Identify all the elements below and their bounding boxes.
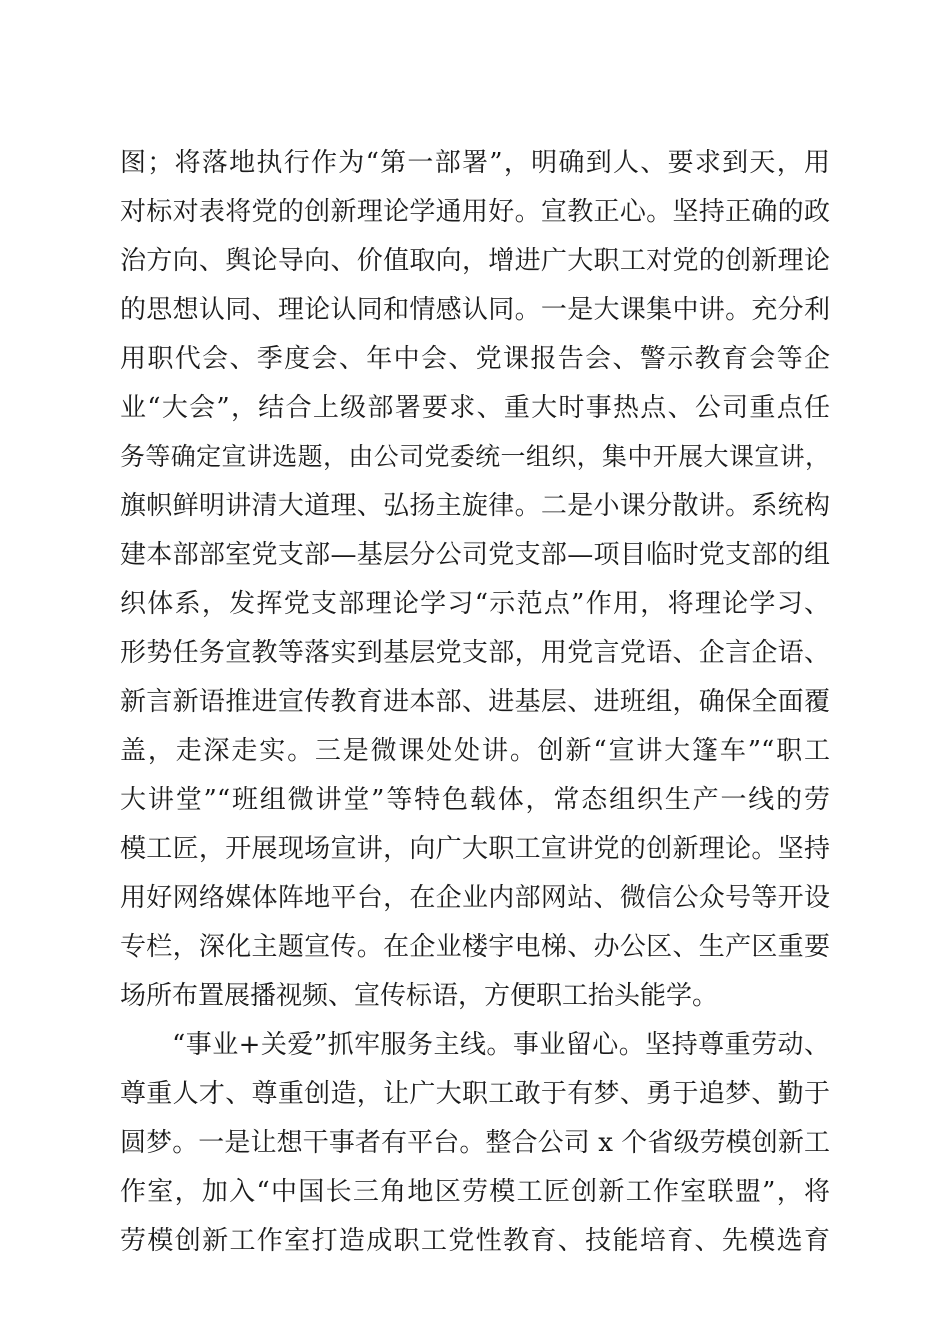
text-line: 专栏，深化主题宣传。在企业楼宇电梯、办公区、生产区重要 <box>120 932 830 962</box>
text-line: 场所布置展播视频、宣传标语，方便职工抬头能学。 <box>120 981 719 1011</box>
text-line: 旗帜鲜明讲清大道理、弘扬主旋律。二是小课分散讲。系统构 <box>120 491 830 521</box>
text-line: 盖，走深走实。三是微课处处讲。创新“宣讲大篷车”“职工 <box>120 736 830 766</box>
text-line: 织体系，发挥党支部理论学习“示范点”作用，将理论学习、 <box>120 589 830 619</box>
paragraph-first-line: “事业+关爱”抓牢服务主线。事业留心。坚持尊重劳动、 <box>172 1030 830 1060</box>
text-line: 图；将落地执行作为“第一部署”，明确到人、要求到天，用 <box>120 148 830 178</box>
text-line: 尊重人才、尊重创造，让广大职工敢于有梦、勇于追梦、勤于 <box>120 1079 830 1109</box>
text-line: 形势任务宣教等落实到基层党支部，用党言党语、企言企语、 <box>120 638 830 668</box>
text-line: 作室，加入“中国长三角地区劳模工匠创新工作室联盟”，将 <box>120 1177 830 1207</box>
text-line: 的思想认同、理论认同和情感认同。一是大课集中讲。充分利 <box>120 295 830 325</box>
text-line: 劳模创新工作室打造成职工党性教育、技能培育、先模选育 <box>120 1226 830 1256</box>
text-line: 建本部部室党支部—基层分公司党支部—项目临时党支部的组 <box>120 540 830 570</box>
text-line: 务等确定宣讲选题，由公司党委统一组织，集中开展大课宣讲， <box>120 442 830 471</box>
text-line: 圆梦。一是让想干事者有平台。整合公司 x 个省级劳模创新工 <box>120 1128 830 1158</box>
text-line: 大讲堂”“班组微讲堂”等特色载体，常态组织生产一线的劳 <box>120 785 830 815</box>
text-line: 用好网络媒体阵地平台，在企业内部网站、微信公众号等开设 <box>120 883 830 913</box>
text-line: 模工匠，开展现场宣讲，向广大职工宣讲党的创新理论。坚持 <box>120 834 830 864</box>
text-line: 新言新语推进宣传教育进本部、进基层、进班组，确保全面覆 <box>120 687 830 717</box>
text-line: 治方向、舆论导向、价值取向，增进广大职工对党的创新理论 <box>120 246 830 276</box>
text-line: 业“大会”，结合上级部署要求、重大时事热点、公司重点任 <box>120 393 830 423</box>
text-line: 用职代会、季度会、年中会、党课报告会、警示教育会等企 <box>120 344 830 374</box>
text-line: 对标对表将党的创新理论学通用好。宣教正心。坚持正确的政 <box>120 197 830 227</box>
